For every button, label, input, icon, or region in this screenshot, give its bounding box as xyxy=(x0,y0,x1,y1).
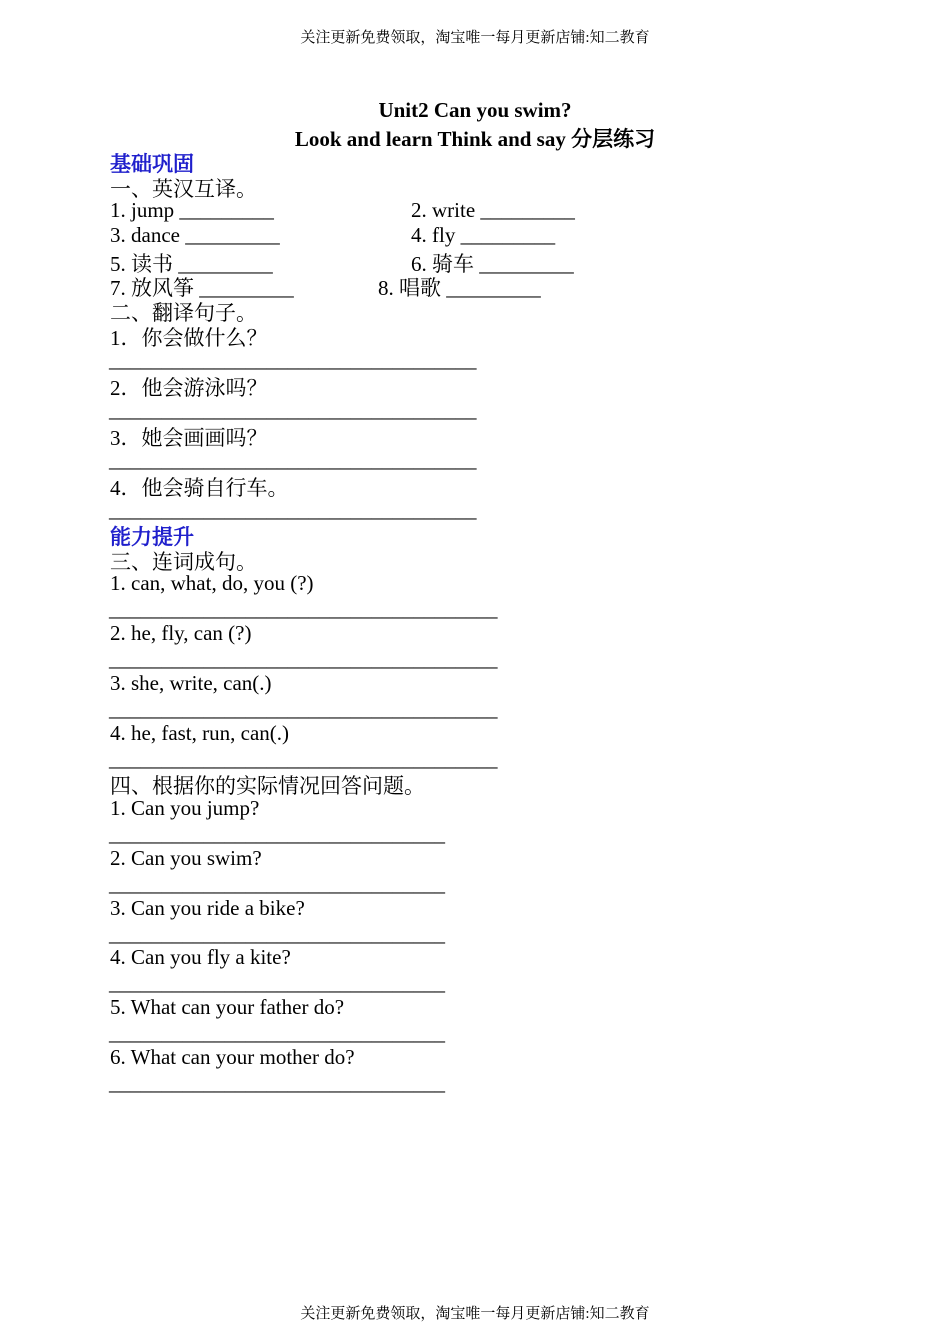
q4-question-3: 3. Can you ride a bike? xyxy=(110,896,305,920)
q3-answer-line-1[interactable]: _____________________________________ xyxy=(109,597,498,621)
q3-question-2: 2. he, fly, can (?) xyxy=(110,621,252,645)
vocab-item-5: 5. 读书 _________ xyxy=(110,252,273,276)
q4-answer-line-5[interactable]: ________________________________ xyxy=(109,1021,445,1045)
q4-question-6: 6. What can your mother do? xyxy=(110,1045,355,1069)
vocab-item-3: 3. dance _________ xyxy=(110,223,280,247)
q4-answer-line-6[interactable]: ________________________________ xyxy=(109,1071,445,1095)
q2-answer-line-3[interactable]: ___________________________________ xyxy=(109,448,477,472)
q2-question-1: 1．你会做什么？ xyxy=(110,326,268,350)
q1-title: 一、英汉互译。 xyxy=(110,177,257,201)
q2-answer-line-1[interactable]: ___________________________________ xyxy=(109,348,477,372)
vocab-item-7: 7. 放风筝 _________ xyxy=(110,276,294,300)
q3-question-3: 3. she, write, can(.) xyxy=(110,671,272,695)
q2-question-2: 2．他会游泳吗？ xyxy=(110,376,268,400)
section-heading-basic: 基础巩固 xyxy=(110,152,194,176)
q4-question-1: 1. Can you jump? xyxy=(110,796,260,820)
vocab-item-2: 2. write _________ xyxy=(411,198,575,222)
vocab-item-8: 8. 唱歌 _________ xyxy=(378,276,541,300)
q4-title: 四、根据你的实际情况回答问题。 xyxy=(110,774,425,798)
title-unit: Unit2 Can you swim? xyxy=(378,98,572,122)
page-header: 关注更新免费领取，淘宝唯一每月更新店铺:知二教育 xyxy=(300,30,650,46)
q4-question-4: 4. Can you fly a kite? xyxy=(110,945,291,969)
vocab-item-6: 6. 骑车 _________ xyxy=(411,252,574,276)
q3-answer-line-2[interactable]: _____________________________________ xyxy=(109,647,498,671)
q4-answer-line-1[interactable]: ________________________________ xyxy=(109,822,445,846)
title-subtitle: Look and learn Think and say 分层练习 xyxy=(294,127,656,151)
q2-question-4: 4．他会骑自行车。 xyxy=(110,476,289,500)
q3-title: 三、连词成句。 xyxy=(110,550,257,574)
vocab-item-4: 4. fly _________ xyxy=(411,223,556,247)
q2-answer-line-2[interactable]: ___________________________________ xyxy=(109,398,477,422)
vocab-item-1: 1. jump _________ xyxy=(110,198,274,222)
q3-answer-line-3[interactable]: _____________________________________ xyxy=(109,697,498,721)
q4-question-2: 2. Can you swim? xyxy=(110,846,262,870)
q3-question-4: 4. he, fast, run, can(.) xyxy=(110,721,290,745)
q2-title: 二、翻译句子。 xyxy=(110,301,257,325)
q2-answer-line-4[interactable]: ___________________________________ xyxy=(109,498,477,522)
section-heading-advanced: 能力提升 xyxy=(110,525,194,549)
q4-question-5: 5. What can your father do? xyxy=(110,995,345,1019)
page-footer: 关注更新免费领取，淘宝唯一每月更新店铺:知二教育 xyxy=(300,1306,650,1322)
q4-answer-line-3[interactable]: ________________________________ xyxy=(109,922,445,946)
q3-question-1: 1. can, what, do, you (?) xyxy=(110,571,314,595)
q4-answer-line-4[interactable]: ________________________________ xyxy=(109,971,445,995)
q3-answer-line-4[interactable]: _____________________________________ xyxy=(109,747,498,771)
q4-answer-line-2[interactable]: ________________________________ xyxy=(109,872,445,896)
q2-question-3: 3．她会画画吗？ xyxy=(110,426,268,450)
